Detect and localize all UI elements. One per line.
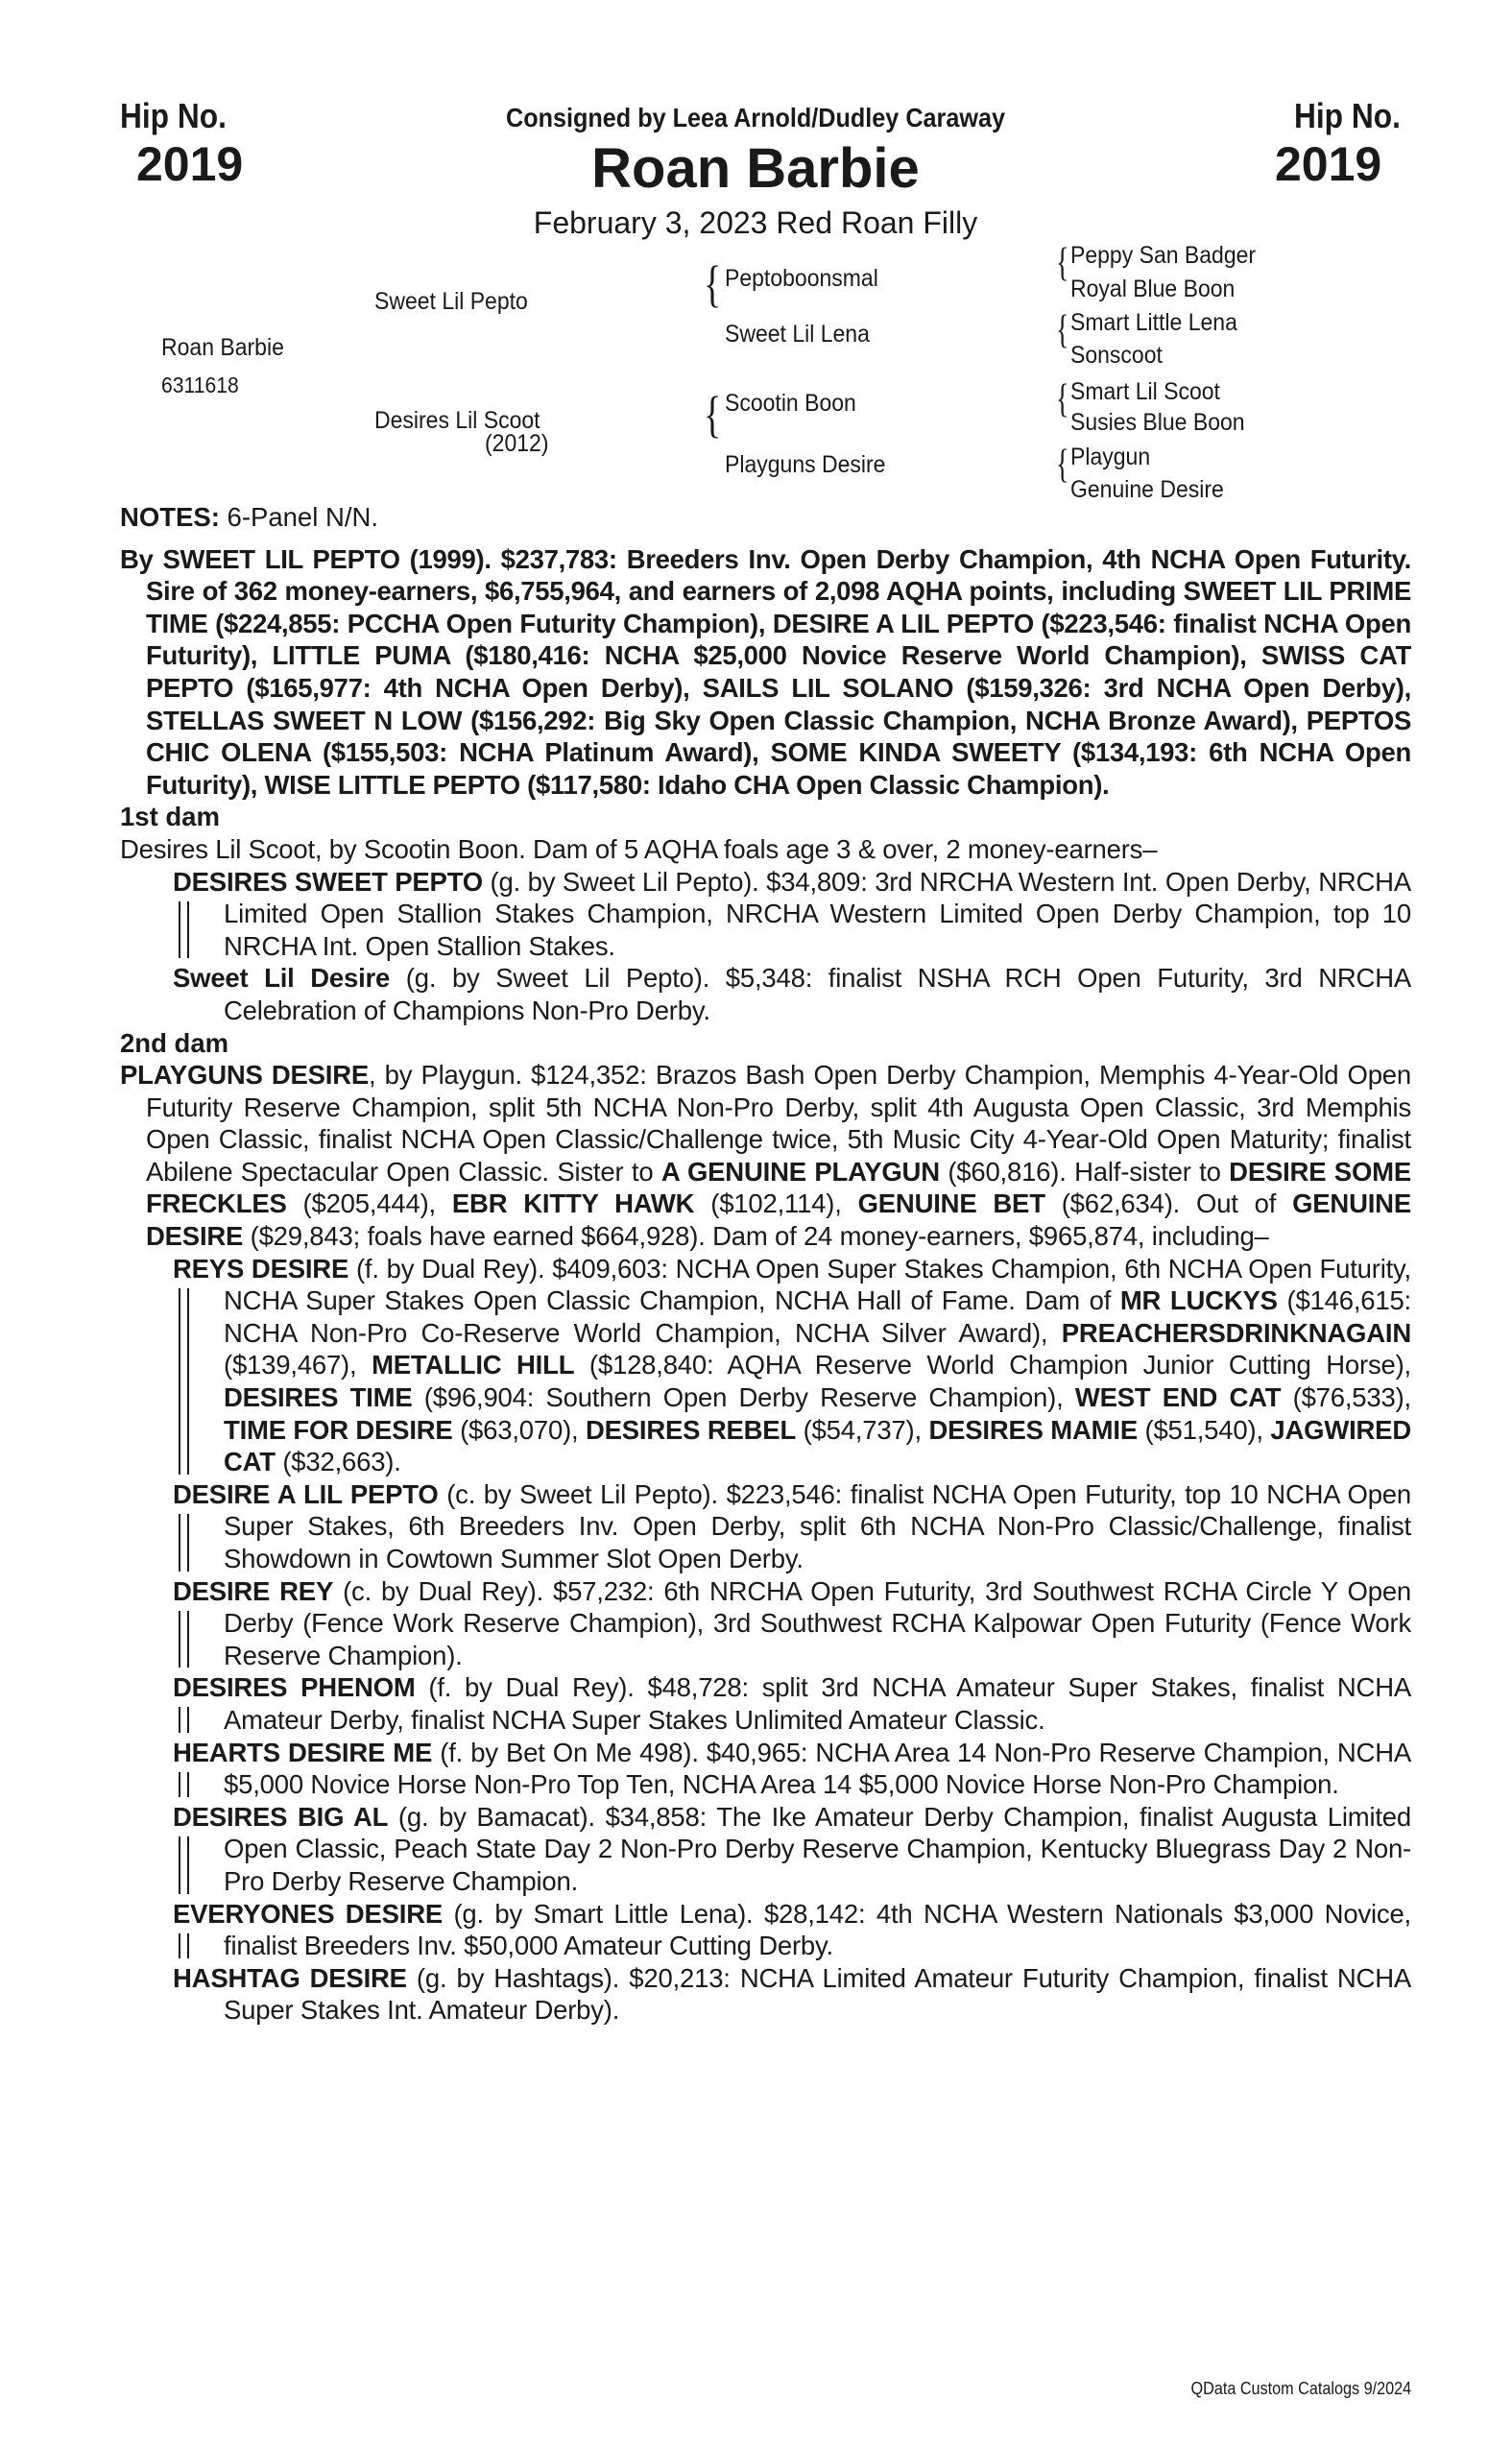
- sibling-name: EBR KITTY HAWK: [451, 1188, 695, 1219]
- consignor-line: Consigned by Leea Arnold/Dudley Caraway: [505, 103, 1005, 132]
- foal-info: February 3, 2023 Red Roan Filly: [533, 205, 978, 240]
- pedigree-brace: {: [1056, 443, 1069, 488]
- sibling-name: A GENUINE PLAYGUN: [660, 1156, 940, 1187]
- offspring-record: (f. by Dual Rey). $48,728: split 3rd NCHA Amateur Super Stakes, finalist NCHA Amateur Derby, finalist NCHA Super Stakes Unlimited Amateur Classic.: [224, 1672, 1411, 1735]
- offspring-record: (g. by Sweet Lil Pepto). $34,809: 3rd NRCHA Western Int. Open Derby, NRCHA Limited Open Stallion Stakes Champion, NRCHA Western Limited Open Derby Champion, top 10 NRCHA Int. Open Stallion Stakes.: [224, 866, 1411, 961]
- pedigree-dd-dam: Genuine Desire: [1070, 476, 1224, 503]
- catalog-footer: QData Custom Catalogs 9/2024: [1190, 2379, 1411, 2398]
- second-dam-paragraph: [120, 1059, 1411, 1253]
- produce-name: JAGWIRED CAT: [224, 1414, 1411, 1477]
- offspring-name: Sweet Lil Desire: [173, 963, 391, 994]
- offspring-name: DESIRES PHENOM: [173, 1672, 416, 1703]
- offspring-name: DESIRE A LIL PEPTO: [173, 1478, 439, 1509]
- pedigree-ds-dam: Susies Blue Boon: [1070, 409, 1245, 436]
- second-dam-text: ($205,444),: [286, 1188, 452, 1219]
- sibling-name: DESIRE SOME FRECKLES: [146, 1156, 1411, 1219]
- offspring-record: (g. by Hashtags). $20,213: NCHA Limited Amateur Futurity Champion, finalist NCHA Super Stakes Int. Amateur Derby).: [224, 1962, 1411, 2026]
- pedigree-dam-dam: Playguns Desire: [725, 451, 886, 478]
- produce-name: DESIRES TIME: [224, 1382, 413, 1413]
- pedigree-brace: {: [1056, 308, 1069, 353]
- hip-number-left: 2019: [136, 137, 244, 191]
- produce-name: MR LUCKYS: [1119, 1285, 1278, 1316]
- produce-record: ($54,737),: [796, 1414, 929, 1445]
- produce-record: ($51,540),: [1137, 1414, 1271, 1445]
- offspring-name: EVERYONES DESIRE: [173, 1898, 443, 1929]
- produce-name: METALLIC HILL: [372, 1350, 575, 1380]
- pedigree-registration: 6311618: [161, 372, 239, 397]
- pedigree-brace: {: [704, 387, 722, 444]
- offspring-name: HEARTS DESIRE ME: [173, 1737, 433, 1767]
- second-dam-name: PLAYGUNS DESIRE: [120, 1060, 370, 1091]
- offspring-record: (g. by Smart Little Lena). $28,142: 4th NCHA Western Nationals $3,000 Novice, finalist Breeders Inv. $50,000 Amateur Cutting Derby.: [224, 1898, 1411, 1961]
- offspring-entry: [173, 866, 1411, 963]
- offspring-entry: [173, 1671, 1411, 1736]
- pedigree-dd-sire: Playgun: [1070, 444, 1151, 470]
- offspring-name: DESIRES BIG AL: [173, 1801, 389, 1832]
- pedigree-sire-sire: Peptoboonsmal: [725, 265, 878, 292]
- pedigree-brace: {: [1056, 241, 1069, 286]
- offspring-name: HASHTAG DESIRE: [173, 1962, 407, 1993]
- second-dam-text: ($102,114),: [694, 1188, 858, 1219]
- produce-name: TIME FOR DESIRE: [224, 1414, 453, 1445]
- produce-record: ($139,467),: [224, 1350, 372, 1380]
- produce-name: DESIRES MAMIE: [928, 1414, 1138, 1445]
- offspring-entry: [173, 1898, 1411, 1962]
- offspring-record: (g. by Sweet Lil Pepto). $5,348: finalist NSHA RCH Open Futurity, 3rd NRCHA Celebration of Champions Non-Pro Derby.: [224, 963, 1411, 1025]
- produce-name: WEST END CAT: [1074, 1382, 1282, 1413]
- produce-record: ($32,663).: [275, 1447, 401, 1477]
- produce-record: ($96,904: Southern Open Derby Reserve Champion),: [412, 1382, 1075, 1413]
- offspring-entry: [173, 1801, 1411, 1898]
- produce-name: PREACHERSDRINKNAGAIN: [1061, 1317, 1411, 1348]
- catalog-body: [120, 501, 1411, 2027]
- second-dam-text: , by Playgun. $124,352: Brazos Bash Open Derby Champion, Memphis 4-Year-Old Open Futurity Reserve Champion, split 5th NCHA Non-Pro Derby, split 4th Augusta Open Classic, 3rd Memphis Open Classic, finalist NCHA Open Classic/Challenge twice, 5th Music City 4-Year-Old Open Maturity; finalist Abilene Spectacular Open Classic. Sister to: [146, 1060, 1411, 1187]
- second-dam-heading: 2nd dam: [120, 1027, 229, 1058]
- offspring-name: DESIRE REY: [173, 1575, 334, 1606]
- pedigree-dam: Desires Lil Scoot: [374, 407, 540, 434]
- offspring-record: (c. by Dual Rey). $57,232: 6th NRCHA Open Futurity, 3rd Southwest RCHA Circle Y Open Derby (Fence Work Reserve Champion), 3rd Southwest RCHA Kalpowar Open Futurity (Fence Work Reserve Champion).: [224, 1575, 1412, 1670]
- pedigree-sd-dam: Sonscoot: [1070, 342, 1163, 369]
- offspring-entry: [173, 1962, 1411, 2027]
- pedigree-sd-sire: Smart Little Lena: [1070, 309, 1237, 336]
- hip-label-left: Hip No.: [120, 96, 227, 135]
- pedigree-subject: Roan Barbie: [161, 334, 284, 361]
- offspring-name: DESIRES SWEET PEPTO: [173, 866, 483, 897]
- offspring-entry: [173, 1575, 1411, 1672]
- sire-paragraph: By SWEET LIL PEPTO (1999). $237,783: Breeders Inv. Open Derby Champion, 4th NCHA Open Futurity. Sire of 362 money-earners, $6,755,964, and earners of 2,098 AQHA points, including SWEET LIL PRIME TIME ($224,855: PCCHA Open Futurity Champion), DESIRE A LIL PEPTO ($223,546: finalist NCHA Open Futurity), LITTLE PUMA ($180,416: NCHA $25,000 Novice Reserve World Champion), SWISS CAT PEPTO ($165,977: 4th NCHA Open Derby), SAILS LIL SOLANO ($159,326: 3rd NCHA Open Derby), STELLAS SWEET N LOW ($156,292: Big Sky Open Classic Champion, NCHA Bronze Award), PEPTOS CHIC OLENA ($155,503: NCHA Platinum Award), SOME KINDA SWEETY ($134,193: 6th NCHA Open Futurity), WISE LITTLE PEPTO ($117,580: Idaho CHA Open Classic Champion).: [120, 543, 1411, 800]
- offspring-entry: [173, 1253, 1411, 1478]
- pedigree-sire: Sweet Lil Pepto: [374, 288, 528, 315]
- notes-label: NOTES:: [120, 502, 220, 532]
- pedigree-ss-sire: Peppy San Badger: [1070, 242, 1257, 269]
- offspring-entry: [173, 1478, 1411, 1575]
- third-dam-name: GENUINE DESIRE: [146, 1188, 1411, 1252]
- second-dam-text: ($29,843; foals have earned $664,928). Dam of 24 money-earners, $965,874, including–: [243, 1221, 1269, 1252]
- offspring-entry: [173, 962, 1411, 1026]
- notes-line: [120, 501, 1411, 534]
- offspring-name: REYS DESIRE: [173, 1253, 349, 1284]
- produce-record: ($128,840: AQHA Reserve World Champion Junior Cutting Horse),: [574, 1350, 1411, 1380]
- pedigree-ds-sire: Smart Lil Scoot: [1070, 378, 1220, 405]
- pedigree-dam-year: (2012): [485, 430, 549, 457]
- offspring-record: (c. by Sweet Lil Pepto). $223,546: finalist NCHA Open Futurity, top 10 NCHA Open Super Stakes, 6th Breeders Inv. Open Derby, split 6th NCHA Non-Pro Classic/Challenge, finalist Showdown in Cowtown Summer Slot Open Derby.: [224, 1478, 1411, 1573]
- offspring-entry: [173, 1737, 1411, 1801]
- offspring-record: (f. by Bet On Me 498). $40,965: NCHA Area 14 Non-Pro Reserve Champion, NCHA $5,000 Novice Horse Non-Pro Top Ten, NCHA Area 14 $5,000 Novice Horse Non-Pro Champion.: [224, 1737, 1411, 1800]
- pedigree-dam-sire: Scootin Boon: [725, 390, 856, 417]
- offspring-record: (f. by Dual Rey). $409,603: NCHA Open Super Stakes Champion, 6th NCHA Open Futurity, NCHA Super Stakes Open Classic Champion, NCHA Hall of Fame. Dam of: [224, 1253, 1411, 1316]
- pedigree-ss-dam: Royal Blue Boon: [1070, 276, 1236, 302]
- pedigree-brace: {: [1056, 377, 1069, 422]
- produce-record: ($76,533),: [1281, 1382, 1411, 1413]
- notes-text: 6-Panel N/N.: [219, 502, 378, 532]
- first-dam-heading: 1st dam: [120, 802, 220, 832]
- produce-record: ($63,070),: [452, 1414, 586, 1445]
- produce-record: ($146,615: NCHA Non-Pro Co-Reserve World Champion, NCHA Silver Award),: [224, 1285, 1411, 1348]
- second-dam-text: ($60,816). Half-sister to: [939, 1156, 1230, 1187]
- horse-name-title: Roan Barbie: [591, 137, 920, 200]
- produce-name: DESIRES REBEL: [585, 1414, 797, 1445]
- second-dam-text: ($62,634). Out of: [1044, 1188, 1293, 1219]
- sibling-name: GENUINE BET: [857, 1188, 1045, 1219]
- hip-number-right: 2019: [1275, 137, 1382, 191]
- pedigree-sire-dam: Sweet Lil Lena: [725, 321, 870, 348]
- pedigree-brace: {: [704, 256, 722, 313]
- hip-label-right: Hip No.: [1294, 96, 1401, 135]
- first-dam-paragraph: Desires Lil Scoot, by Scootin Boon. Dam of 5 AQHA foals age 3 & over, 2 money-earners–: [120, 833, 1158, 864]
- offspring-record: (g. by Bamacat). $34,858: The Ike Amateur Derby Champion, finalist Augusta Limited Open Classic, Peach State Day 2 Non-Pro Derby Reserve Champion, Kentucky Bluegrass Day 2 Non-Pro Derby Reserve Champion.: [224, 1801, 1411, 1896]
